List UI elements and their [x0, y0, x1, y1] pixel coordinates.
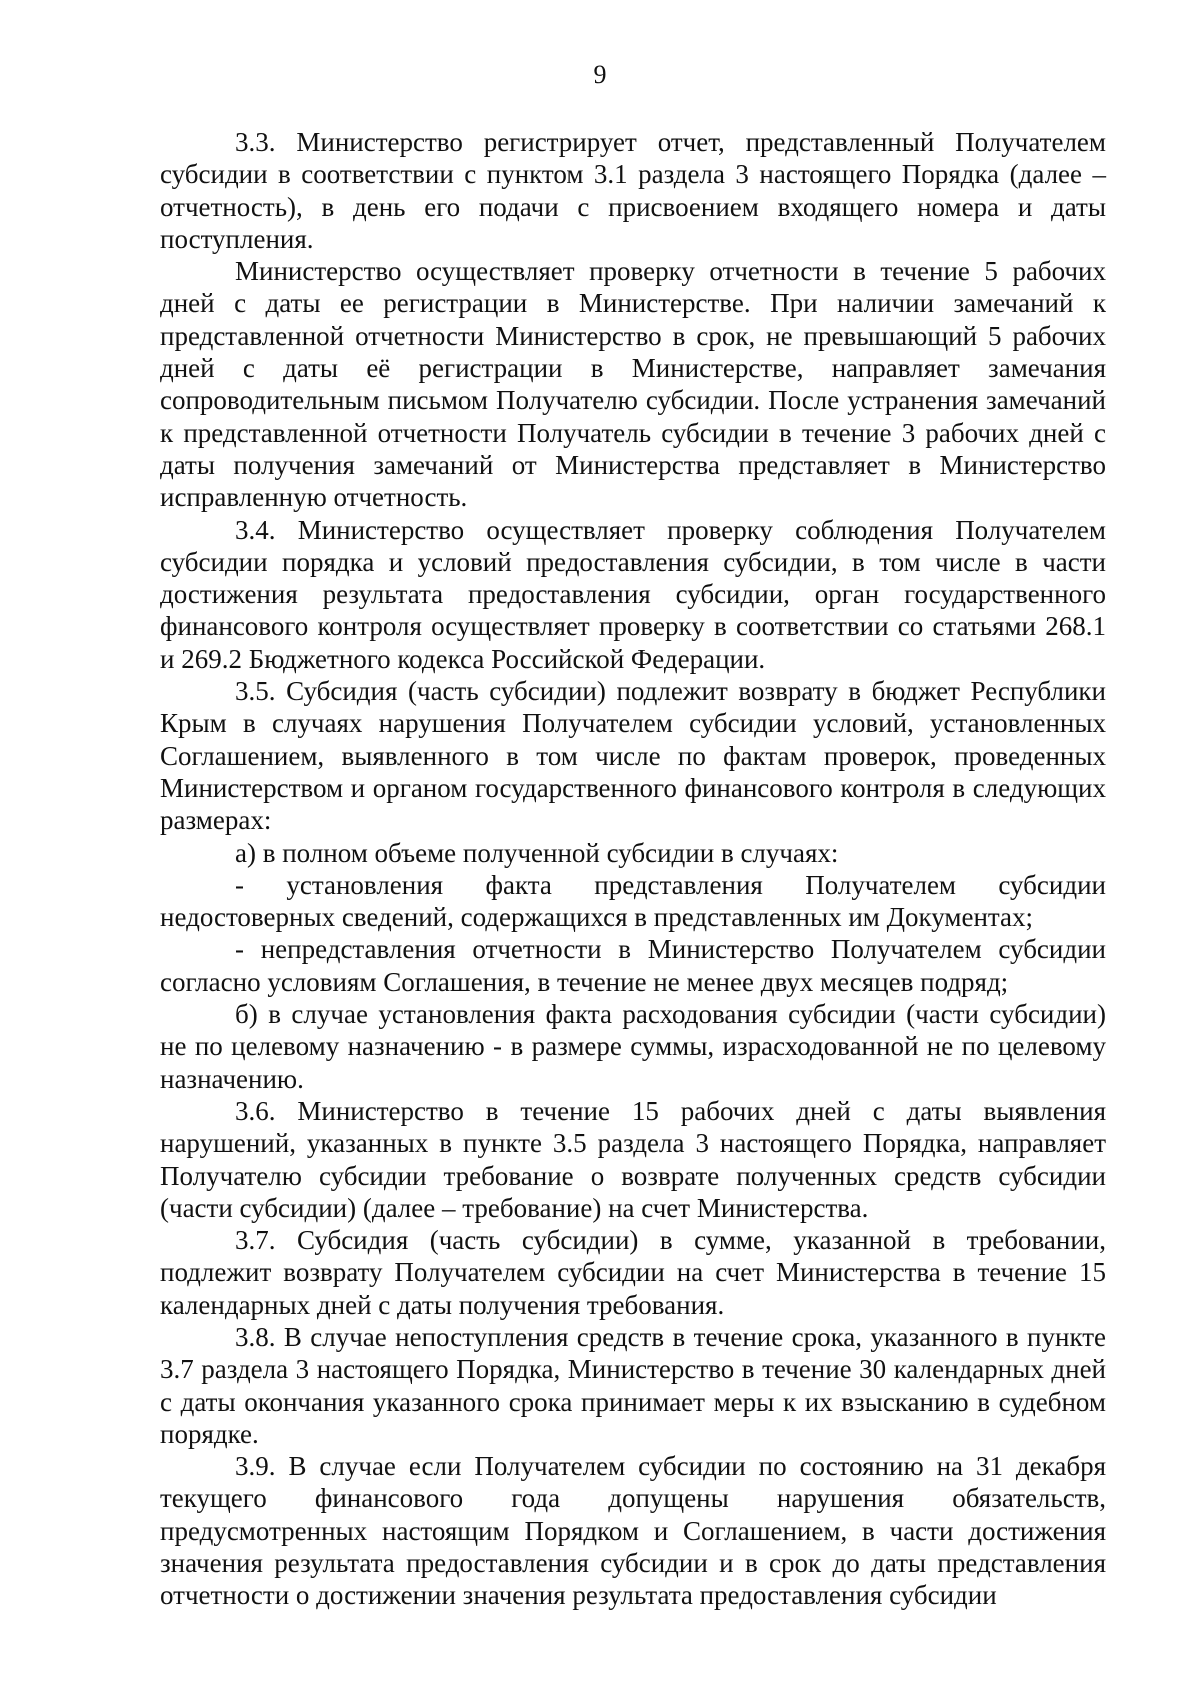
paragraph-3-4: 3.4. Министерство осуществляет проверку соблюдения Получателем субсидии порядка и условий предоставления субсидии, в том числе в части достижения результата предоставления субсидии, орган государственного финансового контроля осуществляет проверку в соответствии со статьями 268.1 и 269.2 Бюджетного кодекса Российской Федерации.: [160, 514, 1106, 674]
paragraph-3-8: 3.8. В случае непоступления средств в течение срока, указанного в пункте 3.7 раздела 3 настоящего Порядка, Министерство в течение 30 календарных дней с даты окончания указанного срока принимает меры к их взысканию в судебном порядке.: [160, 1321, 1106, 1449]
paragraph-3-5-b: б) в случае установления факта расходования субсидии (части субсидии) не по целевому назначению - в размере суммы, израсходованной не по целевому назначению.: [160, 999, 1106, 1094]
paragraph-3-5: 3.5. Субсидия (часть субсидии) подлежит возврату в бюджет Республики Крым в случаях нарушения Получателем субсидии условий, установленных Соглашением, выявленного в том числе по фактам проверок, проведенных Министерством и органом государственного финансового контроля в следующих размерах:: [160, 676, 1106, 836]
paragraph-3-5-a: а) в полном объеме полученной субсидии в случаях:: [235, 837, 839, 868]
page-number: 9: [593, 60, 607, 89]
paragraph-3-5-a-item-1: - установления факта представления Получателем субсидии недостоверных сведений, содержащихся в представленных им Документах;: [160, 869, 1106, 933]
paragraph-3-7: 3.7. Субсидия (часть субсидии) в сумме, указанной в требовании, подлежит возврату Получателем субсидии на счет Министерства в течение 15 календарных дней с даты получения требования.: [160, 1225, 1106, 1320]
paragraph-report-check: Министерство осуществляет проверку отчетности в течение 5 рабочих дней с даты ее регистрации в Министерстве. При наличии замечаний к представленной отчетности Министерство в срок, не превышающий 5 рабочих дней с даты её регистрации в Министерстве, направляет замечания сопроводительным письмом Получателю субсидии. После устранения замечаний к представленной отчетности Получатель субсидии в течение 3 рабочих дней с даты получения замечаний от Министерства представляет в Министерство исправленную отчетность.: [160, 256, 1106, 513]
document-body: [160, 126, 1106, 1612]
paragraph-3-9: 3.9. В случае если Получателем субсидии по состоянию на 31 декабря текущего финансового года допущены нарушения обязательств, предусмотренных настоящим Порядком и Соглашением, в части достижения значения результата предоставления субсидии и в срок до даты представления отчетности о достижении значения результата предоставления субсидии: [160, 1451, 1106, 1611]
paragraph-3-6: 3.6. Министерство в течение 15 рабочих дней с даты выявления нарушений, указанных в пункте 3.5 раздела 3 настоящего Порядка, направляет Получателю субсидии требование о возврате полученных средств субсидии (части субсидии) (далее – требование) на счет Министерства.: [160, 1095, 1106, 1223]
paragraph-3-3: 3.3. Министерство регистрирует отчет, представленный Получателем субсидии в соответствии с пунктом 3.1 раздела 3 настоящего Порядка (далее – отчетность), в день его подачи с присвоением входящего номера и даты поступления.: [160, 127, 1106, 254]
paragraph-3-5-a-item-2: - непредставления отчетности в Министерство Получателем субсидии согласно условиям Соглашения, в течение не менее двух месяцев подряд;: [160, 934, 1106, 997]
